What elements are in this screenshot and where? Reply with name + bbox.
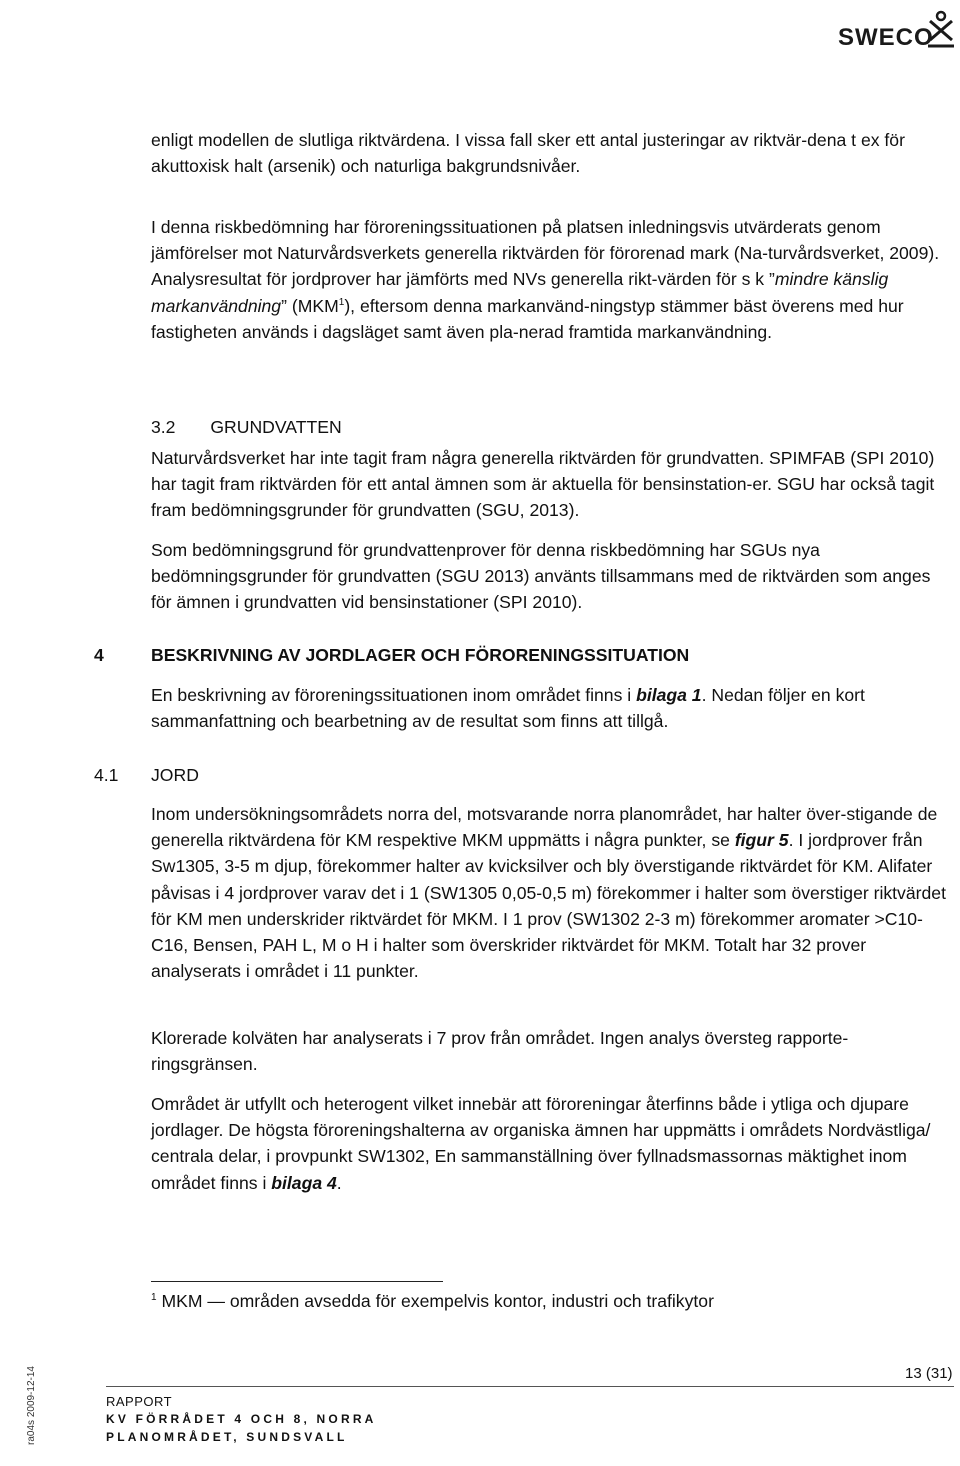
paragraph-soil-2: Klorerade kolväten har analyserats i 7 prov från området. Ingen analys översteg rapporte-ringsgränsen. (151, 1028, 849, 1075)
document-template-code: ra04s 2009-12-14 (25, 1366, 37, 1445)
sweco-mark-icon (926, 10, 956, 50)
footer-divider (106, 1386, 954, 1387)
paragraph-text: Området är utfyllt och heterogent vilket innebär att föroreningar återfinns både i ytliga och djupare jordlager. De högsta föroreningshalterna av organiska ämnen har uppmätts i områdets Nordvästliga/ centrala delar, i provpunkt SW1302, En sammanställning över fyllnadsmassornas mäktighet inom området finns i (151, 1094, 931, 1193)
section-number: 4 (94, 645, 104, 665)
footnote-divider (151, 1281, 443, 1282)
paragraph-text: . (336, 1172, 342, 1193)
sweco-logo (830, 8, 958, 51)
paragraph-text: . I jordprover från Sw1305, 3-5 m djup, förekommer halter av kvicksilver och bly överstigande riktvärdet för KM. Alifater påvisas i 4 jordprover varav det i 1 (SW1305 0,05-0,5 m) förekommer i halter som överstiger riktvärdet för KM men underskrider riktvärdet för MKM. I 1 prov (SW1302 2-3 m) förekommer aromater >C10-C16, Bensen, PAH L, M o H i halter som överskrider riktvärdet för MKM. Totalt har 32 prover analyserats i området i 11 punkter. (151, 830, 946, 982)
paragraph-risk-assessment (151, 214, 951, 345)
paragraph-intro: enligt modellen de slutliga riktvärdena. I vissa fall sker ett antal justeringar av riktvär-dena t ex för akuttoxisk halt (arsenik) och naturliga bakgrundsnivåer. (151, 130, 905, 177)
section-heading-4-1: JORD (151, 765, 199, 785)
footer-report-label: RAPPORT (106, 1394, 173, 1409)
paragraph-text: ” (MKM (281, 295, 339, 316)
paragraph-description (151, 682, 951, 734)
footnote-ref: 1 (338, 296, 345, 308)
section-number: 4.1 (94, 765, 119, 785)
section-heading-3-2 (151, 414, 951, 440)
footer-title-line-1: KV FÖRRÅDET 4 OCH 8, NORRA (106, 1412, 377, 1426)
section-heading-4: BESKRIVNING AV JORDLAGER OCH FÖRORENINGSSITUATION (151, 645, 690, 665)
paragraph-text: I denna riskbedömning har föroreningssituationen på platsen inledningsvis utvärderats genom jämförelser mot Naturvårdsverkets generella riktvärden för förorenad mark (Na-turvårdsverket, 2009). Analysresultat för jordprover har jämförts med NVs generella rikt-värden för s k ” (151, 217, 940, 290)
paragraph-soil-1 (151, 801, 951, 984)
paragraph-groundwater-1: Naturvårdsverket har inte tagit fram några generella riktvärden för grundvatten. SPIMFAB (SPI 2010) har tagit fram riktvärden för ett antal ämnen som är aktuella för bensinstation-er. SGU har också tagit fram bedömningsgrunder för grundvatten (SGU, 2013). (151, 448, 935, 521)
paragraph-groundwater-2: Som bedömningsgrund för grundvattenprover för denna riskbedömning har SGUs nya bedömningsgrunder för grundvatten (SGU 2013) använts tillsammans med de riktvärden som anges för ämnen i grundvatten vid bensinstationer (SPI 2010). (151, 540, 931, 613)
paragraph-text: Inom undersökningsområdets norra del, motsvarande norra planområdet, har halter över-stigande de generella riktvärdena för KM respektive MKM uppmätts i några punkter, se (151, 804, 938, 851)
section-number: 3.2 (151, 417, 176, 437)
link-figur-5: figur 5 (734, 830, 789, 851)
footer-title-line-2: PLANOMRÅDET, SUNDSVALL (106, 1430, 348, 1444)
footnote-marker: 1 (151, 1292, 157, 1304)
logo-text: SWECO (838, 24, 934, 51)
link-bilaga-1: bilaga 1 (636, 685, 702, 705)
section-title: GRUNDVATTEN (210, 417, 342, 437)
paragraph-soil-3 (151, 1091, 951, 1196)
italic-term: mindre känslig markanvändning (151, 269, 889, 316)
footnote-text: MKM — områden avsedda för exempelvis kontor, industri och trafikytor (161, 1291, 714, 1311)
paragraph-text: . Nedan följer en kort sammanfattning och bearbetning av de resultat som finns att tillgå. (151, 685, 865, 732)
paragraph-text: ), eftersom denna markanvänd-ningstyp stämmer bäst överens med hur fastigheten används i dagsläget samt även pla-nerad framtida markanvändning. (151, 295, 904, 342)
footnote (151, 1291, 714, 1312)
paragraph-text: En beskrivning av föroreningssituationen inom området finns i (151, 685, 637, 705)
page-number: 13 (31) (905, 1365, 953, 1382)
link-bilaga-4: bilaga 4 (271, 1172, 337, 1193)
